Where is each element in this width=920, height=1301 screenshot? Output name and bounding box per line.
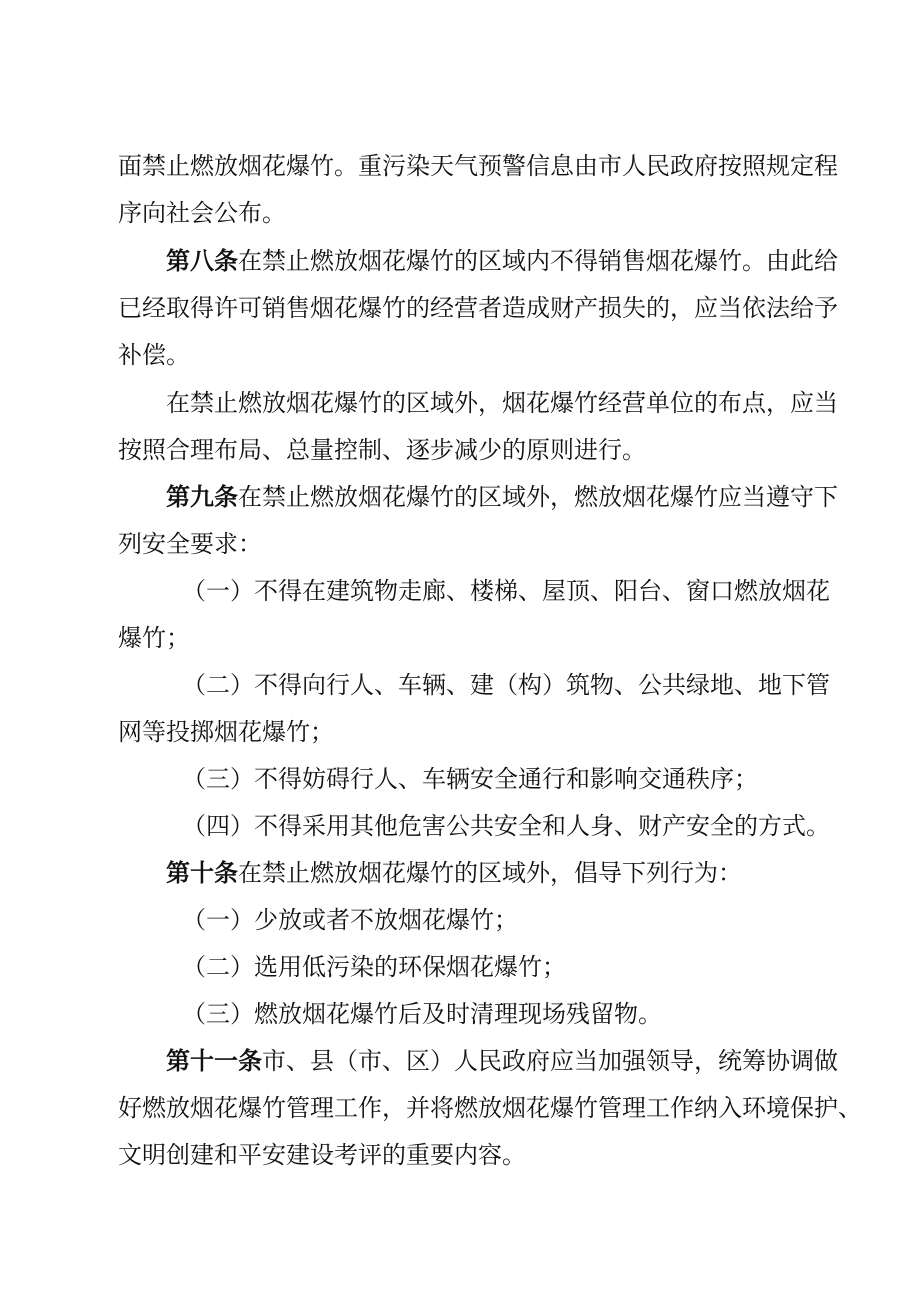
paragraph-line: 已经取得许可销售烟花爆竹的经营者造成财产损失的，应当依法给予 [118, 294, 838, 322]
paragraph-line: 序向社会公布。 [118, 199, 286, 227]
article-11-line [166, 1041, 838, 1081]
article-text: 市、县（市、区）人民政府应当加强领导，统筹协调做 [262, 1047, 838, 1075]
list-item-line: （二）不得向行人、车辆、建（构）筑物、公共绿地、地下管 [182, 671, 830, 699]
paragraph-line: 列安全要求： [118, 530, 262, 558]
article-heading: 第八条 [166, 246, 238, 275]
article-8-line [166, 241, 838, 281]
article-heading: 第十一条 [166, 1046, 262, 1075]
list-item-line: （一）不得在建筑物走廊、楼梯、屋顶、阳台、窗口燃放烟花 [182, 577, 830, 605]
list-item-line: （二）选用低污染的环保烟花爆竹； [182, 953, 566, 981]
paragraph-line: 网等投掷烟花爆竹； [118, 718, 334, 746]
article-heading: 第九条 [166, 482, 238, 511]
paragraph-line: 爆竹； [118, 624, 190, 652]
article-9-line [166, 477, 838, 517]
list-item-line: （三）不得妨碍行人、车辆安全通行和影响交通秩序； [182, 765, 758, 793]
paragraph-line: 好燃放烟花爆竹管理工作，并将燃放烟花爆竹管理工作纳入环境保护、 [118, 1094, 862, 1122]
paragraph-line: 按照合理布局、总量控制、逐步减少的原则进行。 [118, 436, 646, 464]
paragraph-line: 文明创建和平安建设考评的重要内容。 [118, 1141, 526, 1169]
article-10-line [166, 853, 818, 893]
article-text: 在禁止燃放烟花爆竹的区域外，燃放烟花爆竹应当遵守下 [238, 483, 838, 511]
article-text: 在禁止燃放烟花爆竹的区域外，倡导下列行为： [238, 859, 742, 887]
list-item-line: （一）少放或者不放烟花爆竹； [182, 906, 518, 934]
paragraph-line: 在禁止燃放烟花爆竹的区域外，烟花爆竹经营单位的布点，应当 [166, 389, 838, 417]
article-heading: 第十条 [166, 858, 238, 887]
paragraph-line: 面禁止燃放烟花爆竹。重污染天气预警信息由市人民政府按照规定程 [118, 152, 838, 180]
list-item-line: （四）不得采用其他危害公共安全和人身、财产安全的方式。 [182, 812, 830, 840]
article-text: 在禁止燃放烟花爆竹的区域内不得销售烟花爆竹。由此给 [238, 247, 838, 275]
list-item-line: （三）燃放烟花爆竹后及时清理现场残留物。 [182, 1000, 662, 1028]
paragraph-line: 补偿。 [118, 341, 190, 369]
